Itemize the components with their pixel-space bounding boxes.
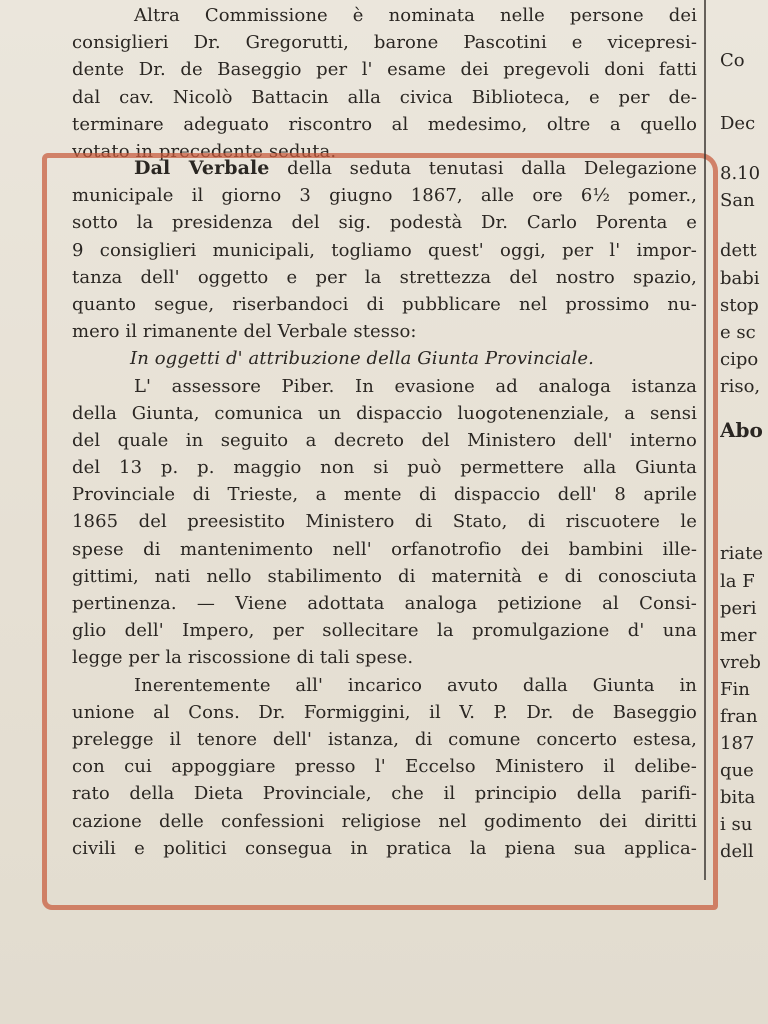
text-line: quanto segue, riserbandoci di pubblicare nel prossimo nu- bbox=[72, 293, 697, 315]
text-line: prelegge il tenore dell' istanza, di comune concerto estesa, bbox=[72, 728, 697, 750]
fragment-text: riso, bbox=[720, 376, 761, 397]
fragment-text: dett bbox=[720, 240, 757, 261]
text-line: unione al Cons. Dr. Formiggini, il V. P. Dr. de Baseggio bbox=[72, 701, 697, 723]
text-line: dal cav. Nicolò Battacin alla civica Biblioteca, e per de- bbox=[72, 86, 697, 108]
commission-paragraph bbox=[72, 2, 697, 165]
fragment-text: riate bbox=[720, 543, 763, 564]
column-divider bbox=[704, 0, 706, 880]
fragment-text: que bbox=[720, 760, 754, 781]
fragment-text: San bbox=[720, 190, 755, 211]
text-line: civili e politici consegua in pratica la piena sua applica- bbox=[72, 837, 697, 859]
text-line: gittimi, nati nello stabilimento di maternità e di conosciuta bbox=[72, 565, 697, 587]
fragment-text: stop bbox=[720, 295, 759, 316]
text-line: della Giunta, comunica un dispaccio luogotenenziale, a sensi bbox=[72, 402, 697, 424]
text-line: pertinenza. — Viene adottata analoga petizione al Consi- bbox=[72, 593, 697, 614]
fragment-text: 8.10 bbox=[720, 163, 761, 184]
pencil-highlight-box bbox=[42, 153, 718, 910]
fragment-text: bita bbox=[720, 787, 756, 808]
fragment-text: dell bbox=[720, 841, 754, 862]
text-line: municipale il giorno 3 giugno 1867, alle ore 6½ pomer., bbox=[72, 185, 697, 207]
fragment-heading: Abo bbox=[720, 418, 763, 442]
text-line: Provinciale di Trieste, a mente di dispaccio dell' 8 aprile bbox=[72, 484, 697, 506]
text-line: 9 consiglieri municipali, togliamo quest' oggi, per l' impor- bbox=[72, 239, 697, 261]
fragment-text: la F bbox=[720, 571, 755, 592]
fragment-text: vreb bbox=[720, 652, 761, 673]
text-line: del 13 p. p. maggio non si può permettere alla Giunta bbox=[72, 457, 697, 479]
text-line: rato della Dieta Provinciale, che il principio della parifi- bbox=[72, 783, 697, 805]
text-line: mero il rimanente del Verbale stesso: bbox=[72, 321, 417, 343]
fragment-text: Co bbox=[720, 50, 745, 71]
text-line: L' assessore Piber. In evasione ad analoga istanza bbox=[134, 375, 697, 397]
fragment-text: e sc bbox=[720, 322, 756, 343]
text-line: 1865 del preesistito Ministero di Stato, di riscuotere le bbox=[72, 511, 697, 533]
adjacent-column-fragment bbox=[720, 0, 768, 1024]
section-subheading: In oggetti d' attribuzione della Giunta Provinciale. bbox=[130, 348, 594, 370]
text-line: legge per la riscossione di tali spese. bbox=[72, 647, 414, 669]
fragment-text: Fin bbox=[720, 679, 750, 700]
fragment-text: peri bbox=[720, 598, 757, 619]
text-line: dente Dr. de Baseggio per l' esame dei pregevoli doni fatti bbox=[72, 59, 697, 81]
fragment-text: i su bbox=[720, 814, 753, 835]
text-line: cazione delle confessioni religiose nel godimento dei diritti bbox=[72, 810, 697, 832]
text-line: con cui appoggiare presso l' Eccelso Ministero il delibe- bbox=[72, 756, 697, 778]
fragment-text: Dec bbox=[720, 113, 756, 134]
text-line: del quale in seguito a decreto del Ministero dell' interno bbox=[72, 429, 697, 451]
text-line: Inerentemente all' incarico avuto dalla Giunta in bbox=[134, 674, 697, 696]
text-line: consiglieri Dr. Gregorutti, barone Pascotini e vicepresi- bbox=[72, 32, 697, 54]
fragment-text: babi bbox=[720, 268, 760, 289]
text-line: votato in precedente seduta. bbox=[72, 140, 337, 162]
text-line: tanza dell' oggetto e per la strettezza del nostro spazio, bbox=[72, 266, 697, 288]
fragment-text: mer bbox=[720, 625, 757, 646]
text-line: sotto la presidenza del sig. podestà Dr. Carlo Porenta e bbox=[72, 212, 697, 234]
fragment-text: cipo bbox=[720, 349, 759, 370]
verbale-lead: Dal Verbale bbox=[134, 157, 270, 179]
fragment-text: 187 bbox=[720, 733, 755, 754]
text-line: Altra Commissione è nominata nelle persone dei bbox=[134, 5, 697, 26]
text-line: spese di mantenimento nell' orfanotrofio dei bambini ille- bbox=[72, 538, 697, 560]
text-line: glio dell' Impero, per sollecitare la promulgazione d' una bbox=[72, 620, 697, 642]
text-line: terminare adeguato riscontro al medesimo, oltre a quello bbox=[72, 113, 697, 135]
verbale-first-line-rest: della seduta tenutasi dalla Delegazione bbox=[287, 158, 697, 179]
fragment-text: fran bbox=[720, 706, 758, 727]
